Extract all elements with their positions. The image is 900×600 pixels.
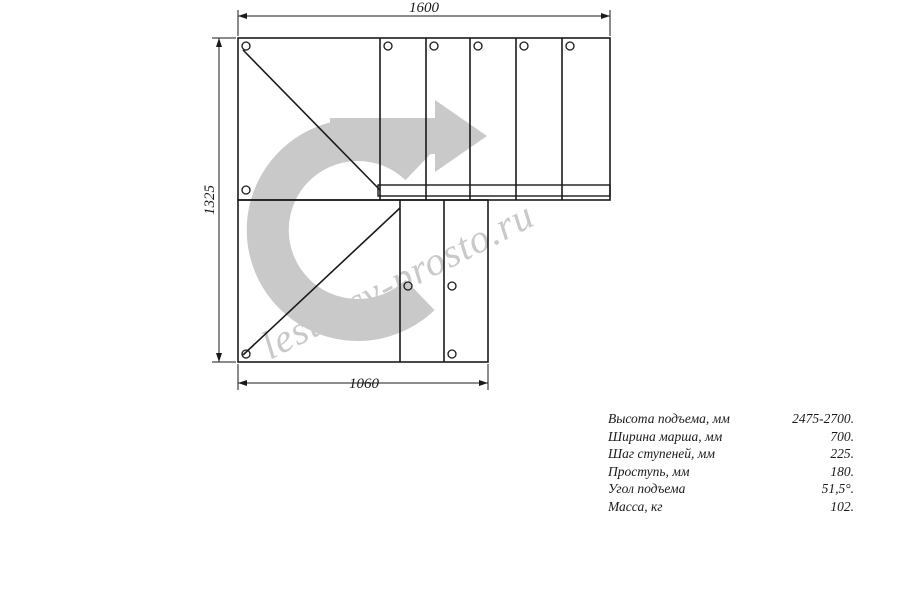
spec-row — [608, 498, 854, 516]
dim-bottom-width-label: 1060 — [349, 376, 379, 392]
spec-row — [608, 445, 854, 463]
spec-label: Масса, кг — [608, 498, 663, 514]
spec-value: 225. — [830, 446, 854, 461]
spec-row — [608, 428, 854, 446]
spec-value: 102. — [830, 498, 854, 514]
spec-value: 2475-2700. — [792, 411, 854, 426]
spec-label: Ширина марша, мм — [608, 428, 723, 444]
spec-value: 700. — [830, 428, 854, 444]
spec-value: 51,5°. — [821, 481, 854, 496]
spec-label: Шаг ступеней, мм — [608, 446, 716, 461]
dim-top-width-label: 1600 — [409, 0, 439, 16]
spec-row — [608, 410, 854, 428]
watermark-url-text: lestnicy-prosto.ru — [253, 191, 542, 369]
spec-label: Высота подъема, мм — [608, 411, 730, 426]
specification-table — [608, 410, 854, 515]
dim-left-height-label: 1325 — [202, 185, 218, 215]
watermark-group — [254, 100, 542, 368]
spec-label: Угол подъема — [608, 481, 686, 496]
spec-row — [608, 463, 854, 481]
spec-label: Проступь, мм — [608, 463, 690, 479]
spec-value: 180. — [830, 463, 854, 479]
spec-row — [608, 480, 854, 498]
nosing-bar — [378, 185, 610, 196]
